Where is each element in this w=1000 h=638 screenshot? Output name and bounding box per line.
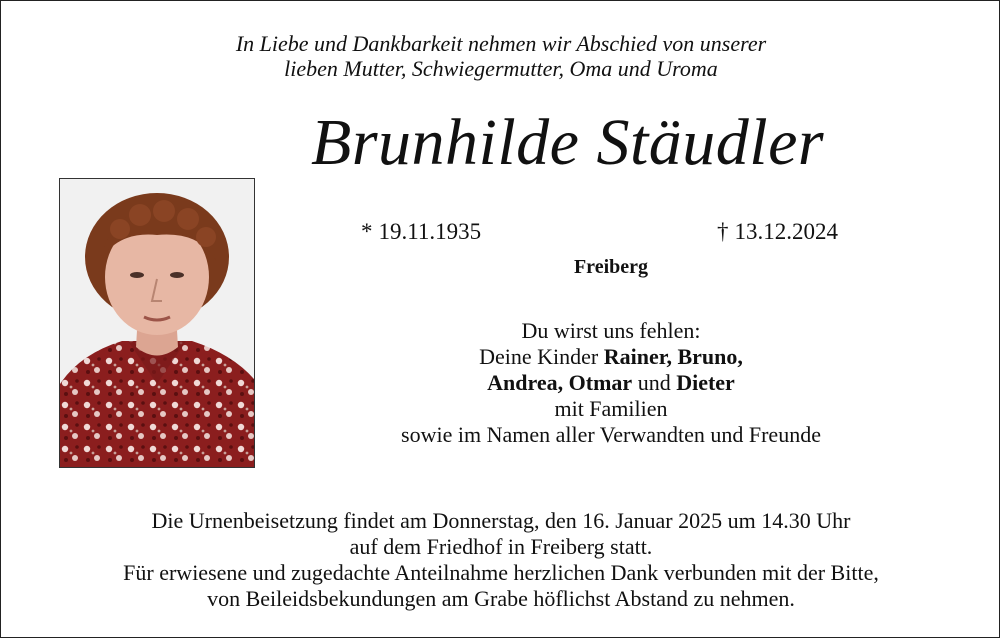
portrait-photo xyxy=(59,178,255,468)
children-names-1: Rainer, Bruno, xyxy=(603,344,743,369)
children-names-2: Andrea, Otmar xyxy=(487,370,633,395)
mourners-line-2 xyxy=(311,344,911,370)
mourners-line-4: mit Familien xyxy=(554,396,668,421)
names-joiner: und xyxy=(632,370,677,395)
portrait-illustration xyxy=(60,179,254,467)
mourners-block xyxy=(311,318,911,448)
closing-line-3: Für erwiesene und zugedachte Anteilnahme herzlichen Dank verbunden mit der Bitte, xyxy=(123,560,879,585)
intro-line-2: lieben Mutter, Schwiegermutter, Oma und Uroma xyxy=(284,56,718,81)
children-prefix: Deine Kinder xyxy=(479,344,604,369)
intro-line-1: In Liebe und Dankbarkeit nehmen wir Abschied von unserer xyxy=(235,31,767,56)
birth-date xyxy=(361,219,481,245)
closing-block xyxy=(1,508,1000,612)
closing-line-4: von Beileidsbekundungen am Grabe höflichst Abstand zu nehmen. xyxy=(207,586,795,611)
closing-line-2: auf dem Friedhof in Freiberg statt. xyxy=(349,534,653,559)
death-date-value: 13.12.2024 xyxy=(734,219,838,244)
death-date xyxy=(717,219,838,245)
children-names-3: Dieter xyxy=(676,370,735,395)
deceased-name: Brunhilde Stäudler xyxy=(311,106,825,179)
closing-line-1: Die Urnenbeisetzung findet am Donnerstag, den 16. Januar 2025 um 14.30 Uhr xyxy=(151,508,851,533)
death-symbol: † xyxy=(717,219,729,244)
birth-symbol: * xyxy=(361,219,373,244)
mourners-line-3 xyxy=(311,370,911,396)
place: Freiberg xyxy=(573,256,649,278)
mourners-line-1: Du wirst uns fehlen: xyxy=(521,318,701,343)
birth-date-value: 19.11.1935 xyxy=(378,219,482,244)
mourners-line-5: sowie im Namen aller Verwandten und Freunde xyxy=(401,422,821,447)
